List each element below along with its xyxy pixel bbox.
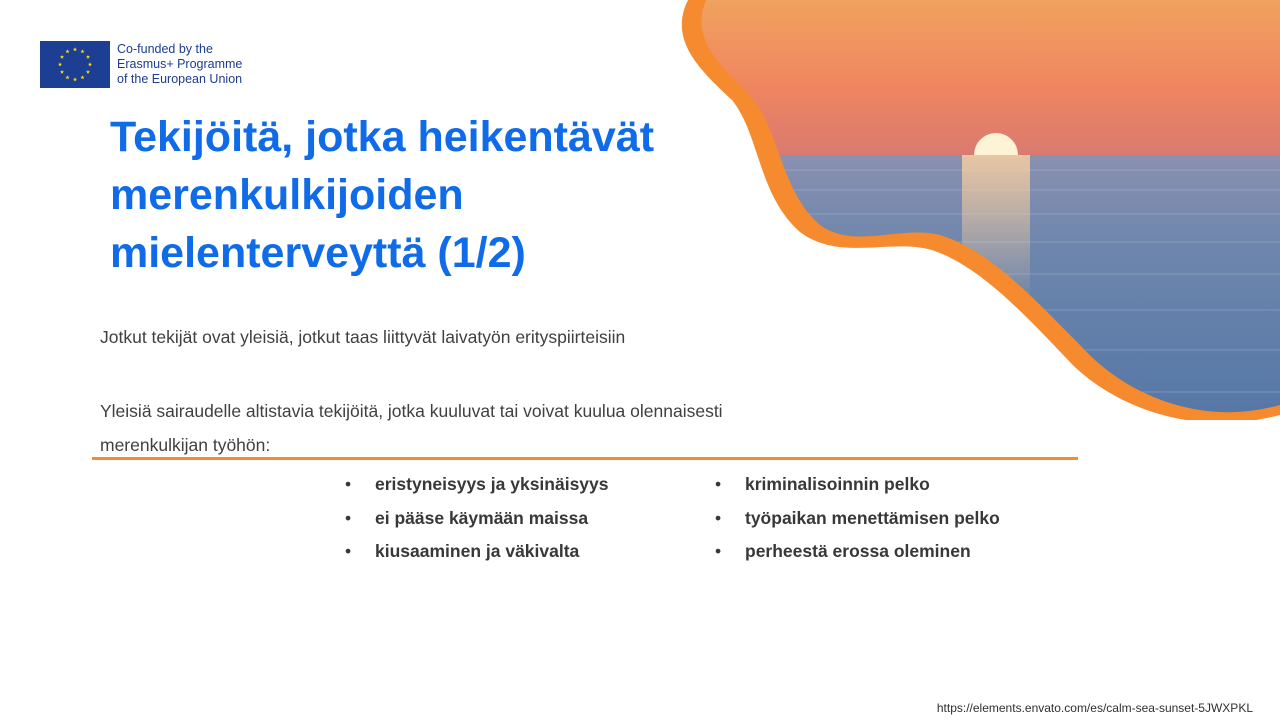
eu-flag-icon xyxy=(40,41,110,88)
title-line-1: Tekijöitä, jotka heikentävät xyxy=(110,113,655,161)
bullet-list-left xyxy=(345,474,609,575)
list-item-text: kiusaaminen ja väkivalta xyxy=(375,541,580,561)
list-item-text: eristyneisyys ja yksinäisyys xyxy=(375,474,609,494)
list-item xyxy=(345,508,609,542)
title-line-2: merenkulkijoiden xyxy=(110,171,464,219)
lead-text: Yleisiä sairaudelle altistavia tekijöitä, jotka kuuluvat tai voivat kuulua olennaisesti merenkulkijan työhön: xyxy=(100,401,723,455)
slide-title xyxy=(110,108,750,282)
list-item xyxy=(715,541,1000,575)
list-item xyxy=(715,508,1000,542)
list-item-text: perheestä erossa oleminen xyxy=(745,541,971,561)
title-line-3: mielenterveyttä (1/2) xyxy=(110,229,526,277)
list-item xyxy=(715,474,1000,508)
bullet-icon: • xyxy=(715,474,722,494)
bullet-list-right xyxy=(715,474,1000,575)
bullet-icon: • xyxy=(345,541,352,561)
intro-text: Jotkut tekijät ovat yleisiä, jotkut taas liittyvät laivatyön erityspiirteisiin xyxy=(100,327,626,347)
list-item xyxy=(345,474,609,508)
orange-divider xyxy=(92,457,1078,460)
list-item xyxy=(345,541,609,575)
bullet-icon: • xyxy=(715,541,722,561)
funding-line-2: Erasmus+ Programme xyxy=(117,57,243,71)
bullet-icon: • xyxy=(715,507,722,528)
list-item-text: ei pääse käymään maissa xyxy=(375,507,589,528)
bullet-icon: • xyxy=(345,474,352,494)
funding-line-3: of the European Union xyxy=(117,72,243,86)
list-item-text: työpaikan menettämisen pelko xyxy=(745,507,1000,528)
funding-statement xyxy=(117,42,287,87)
image-credit-link[interactable]: https://elements.envato.com/es/calm-sea-sunset-5JWXPKL xyxy=(936,701,1253,715)
funding-line-1: Co-funded by the xyxy=(117,42,213,56)
list-item-text: kriminalisoinnin pelko xyxy=(745,474,930,494)
bullet-icon: • xyxy=(345,507,352,528)
